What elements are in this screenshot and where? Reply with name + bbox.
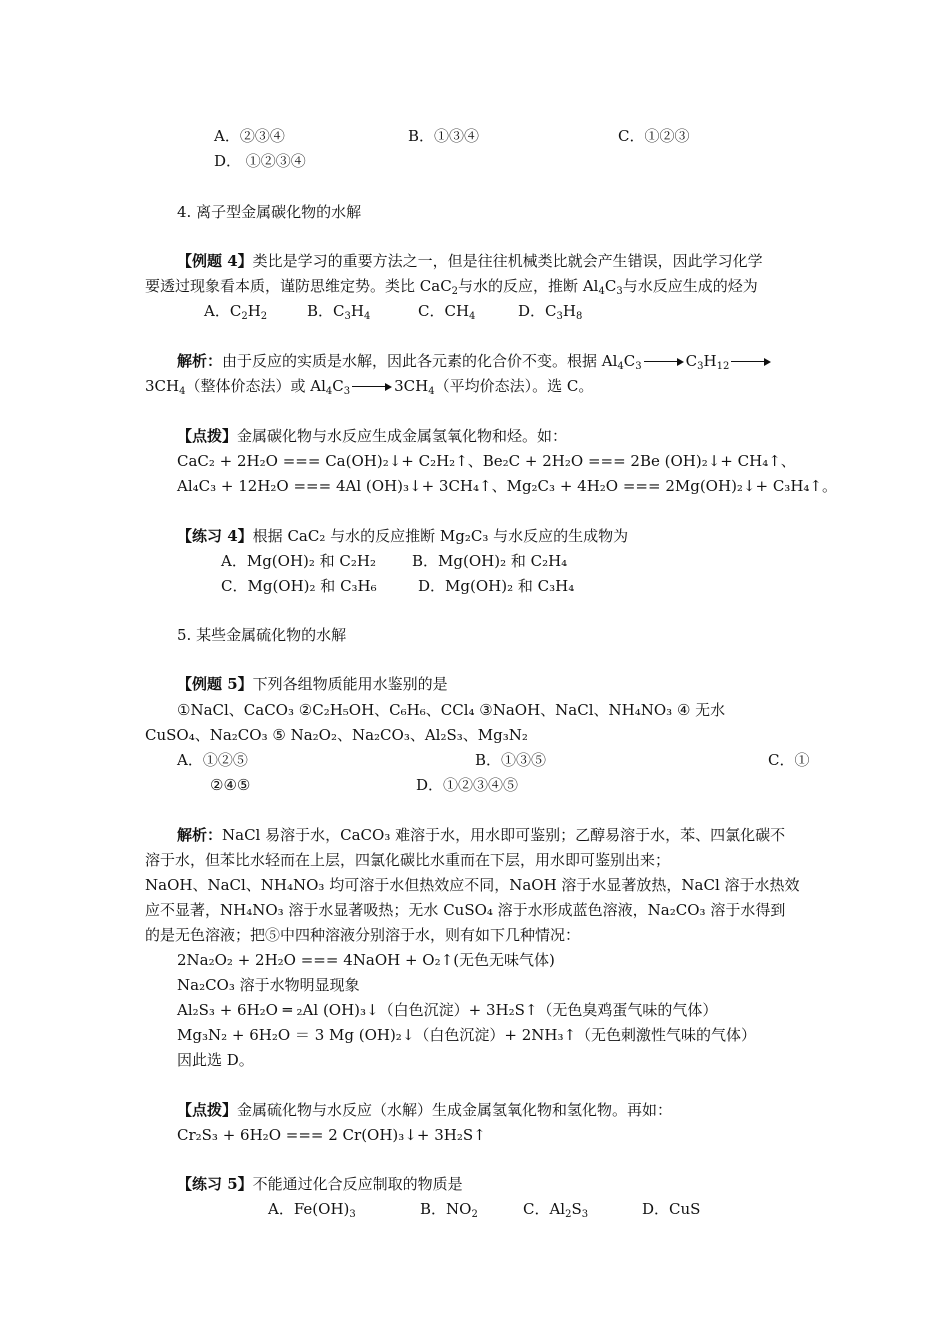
example-4-text-a: 要透过现象看本质，谨防思维定势。类比 CaC [145,277,452,295]
tip-4-equation-1: CaC₂ + 2H₂O === Ca(OH)₂↓+ C₂H₂↑、Be₂C + 2H₂O === 2Be (OH)₂↓+ CH₄↑、 [177,452,796,470]
exercise-4-option-a: A．Mg(OH)₂ 和 C₂H₂ [221,552,377,570]
analysis-5-conclusion: 因此选 D。 [177,1051,254,1069]
example-5-heading [177,674,448,694]
example-4-text-c: 与水反应生成的烃为 [622,277,758,295]
exercise-4-option-b: B．Mg(OH)₂ 和 C₂H₄ [412,552,568,570]
exercise-5-label: 【练习 5】 [177,1175,253,1193]
analysis-5-line-2: 溶于水，但苯比水轻而在上层，四氯化碳比水重而在下层，用水即可鉴别出来； [145,851,671,869]
example-5-option-b: B．①③⑤ [475,751,547,769]
example-5-option-d: D．①②③④⑤ [416,776,519,794]
analysis-5-equation-1: 2Na₂O₂ + 2H₂O === 4NaOH + O₂↑(无色无味气体) [177,951,555,969]
example-4-line-1 [177,251,763,271]
analysis-4-label: 解析： [177,352,223,370]
example-5-line-2: CuSO₄、Na₂CO₃ ⑤ Na₂O₂、Na₂CO₃、Al₂S₃、Mg₃N₂ [145,726,528,744]
example-5-label: 【例题 5】 [177,675,253,693]
example-4-option-b: B．$C_3H_4$ [307,302,371,322]
reaction-arrow-icon [352,382,392,392]
example-4-text: 类比是学习的重要方法之一，但是往往机械类比就会产生错误，因此学习化学 [252,252,763,270]
example-4-option-c: C．$CH_4$ [418,302,476,322]
tip-5-label: 【点拨】 [177,1101,238,1119]
section-4-title: 4. 离子型金属碳化物的水解 [177,203,362,221]
option-b: B．①③④ [408,127,480,145]
tip-5-heading [177,1100,672,1120]
exercise-4-heading [177,526,628,546]
analysis-5-equation-3: Al₂S₃ + 6H₂O ═ ₂Al (OH)₃↓（白色沉淀）+ 3H₂S↑（无色臭鸡蛋气味的气体） [177,1001,718,1019]
example-5-option-a: A．①②⑤ [177,751,248,769]
exercise-4-text: 根据 CaC₂ 与水的反应推断 Mg₂C₃ 与水反应的生成物为 [252,527,629,545]
section-5-title: 5. 某些金属硫化物的水解 [177,626,347,644]
option-c: C．①②③ [618,127,690,145]
analysis-5-equation-2: Na₂CO₃ 溶于水物明显现象 [177,976,360,994]
tip-4-equation-2: Al₄C₃ + 12H₂O === 4Al (OH)₃↓+ 3CH₄↑、Mg₂C₃ + 4H₂O === 2Mg(OH)₂↓+ C₃H₄↑。 [177,477,837,495]
example-4-option-a: A．$C_2H_2$ [204,302,268,322]
example-4-text-b: 与水的反应，推断 Al [458,277,599,295]
analysis-5-equation-4: Mg₃N₂ + 6H₂O ＝ 3 Mg (OH)₂↓（白色沉淀）+ 2NH₃↑（无色刺激性气味的气体） [177,1026,757,1044]
tip-5-equation: Cr₂S₃ + 6H₂O === 2 Cr(OH)₃↓+ 3H₂S↑ [177,1126,486,1144]
analysis-5-line-1 [177,825,785,845]
exercise-5-text: 不能通过化合反应制取的物质是 [252,1175,463,1193]
analysis-5-line-5: 的是无色溶液；把⑤中四种溶液分别溶于水，则有如下几种情况： [145,926,581,944]
exercise-4-option-d: D．Mg(OH)₂ 和 C₃H₄ [418,577,575,595]
analysis-4-line-2: $3CH_4$（整体价态法）或 $Al_4C_3$ $3CH_4$（平均价态法）。选 C。 [145,377,594,397]
example-5-text: 下列各组物质能用水鉴别的是 [252,675,448,693]
option-d: D． ①②③④ [214,152,306,170]
analysis-5-line-4: 应不显著，NH₄NO₃ 溶于水显著吸热；无水 CuSO₄ 溶于水形成蓝色溶液，Na₂CO₃ 溶于水得到 [145,901,786,919]
option-a: A．②③④ [214,127,285,145]
tip-4-text: 金属碳化物与水反应生成金属氢氧化物和烃。如： [237,427,568,445]
tip-4-heading [177,426,567,446]
analysis-5-label: 解析： [177,826,223,844]
analysis-5-line-3: NaOH、NaCl、NH₄NO₃ 均可溶于水但热效应不同，NaOH 溶于水显著放热，NaCl 溶于水热效 [145,876,800,894]
example-4-option-d: D．$C_3H_8$ [518,302,583,322]
example-4-line-2: 要透过现象看本质，谨防思维定势。类比 CaC$_2$与水的反应，推断 $Al_4C_3$与水反应生成的烃为 [145,277,758,297]
example-5-option-c: C．① [768,751,810,769]
exercise-5-option-c: C．$Al_2S_3$ [523,1200,589,1220]
analysis-5-text: NaCl 易溶于水，CaCO₃ 难溶于水，用水即可鉴别；乙醇易溶于水，苯、四氯化碳不 [222,826,786,844]
example-4-label: 【例题 4】 [177,252,253,270]
analysis-4-text: 由于反应的实质是水解，因此各元素的化合价不变。根据 Al [222,352,618,370]
exercise-4-label: 【练习 4】 [177,527,253,545]
exercise-5-option-a: A．$Fe(OH)_3$ [268,1200,356,1220]
exercise-4-option-c: C．Mg(OH)₂ 和 C₃H₆ [221,577,377,595]
example-5-option-c-cont: ②④⑤ [210,776,251,794]
exercise-5-option-d: D．CuS [642,1200,701,1218]
reaction-arrow-icon [644,357,684,367]
tip-4-label: 【点拨】 [177,427,238,445]
reaction-arrow-icon [731,357,771,367]
exercise-5-heading [177,1174,463,1194]
example-5-line-1: ①NaCl、CaCO₃ ②C₂H₅OH、C₆H₆、CCl₄ ③NaOH、NaCl、NH₄NO₃ ④ 无水 [177,701,726,719]
analysis-4-line-1: 解析：由于反应的实质是水解，因此各元素的化合价不变。根据 $Al_4C_3$ $C_3H_{12}$ [177,351,773,371]
tip-5-text: 金属硫化物与水反应（水解）生成金属氢氧化物和氢化物。再如： [237,1101,673,1119]
exercise-5-option-b: B．$NO_2$ [420,1200,478,1220]
